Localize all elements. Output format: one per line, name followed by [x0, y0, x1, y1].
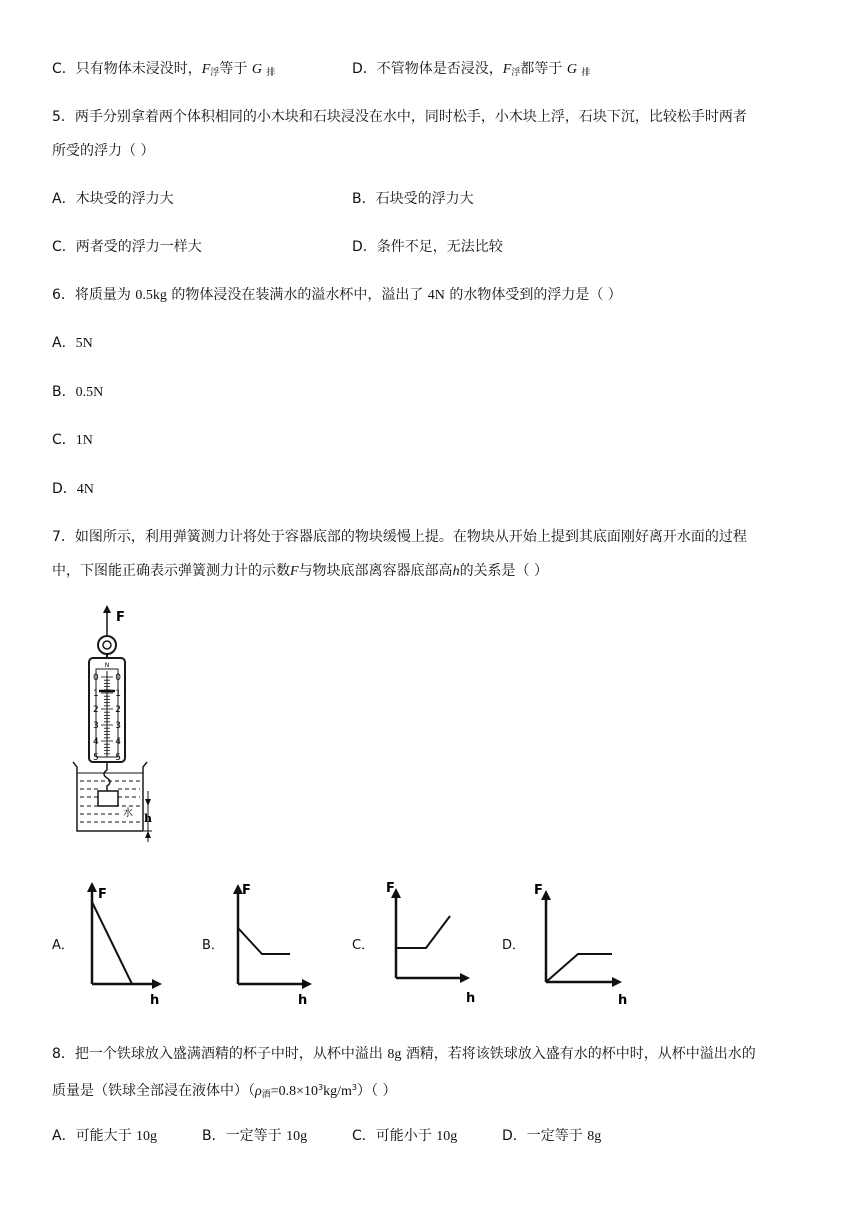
graph-b-curve	[238, 928, 290, 954]
q7-stem-part2: 与物块底部离容器底部高	[298, 563, 453, 579]
q8-rho-value: =0.8×10	[270, 1084, 319, 1099]
q8-option-b-label: B．一定等于	[202, 1128, 282, 1144]
q6-option-b-label: B．	[52, 384, 76, 400]
q8-option-b	[202, 1126, 307, 1147]
height-arrow-top	[145, 799, 151, 806]
scale-ring-inner	[103, 641, 111, 649]
q8-stem-part2: 酒精，若将该铁球放入盛有水的杯中时，从杯中溢出水的	[405, 1046, 756, 1062]
scale-tick-label-left-0: 0	[93, 673, 99, 683]
q6-option-d	[52, 479, 94, 500]
q4-option-d-g-sub: 排	[581, 68, 591, 78]
scale-tick-label-right-5: 5	[115, 753, 121, 763]
q4-option-d-f-sub: 浮	[511, 68, 521, 78]
q6-option-c-label: C．	[52, 432, 76, 448]
graph-b-x-label: h	[298, 993, 308, 1008]
q8-rho-unit-exponent: 3	[351, 1083, 358, 1092]
q7-stem-f: F	[290, 564, 299, 579]
q6-option-d-value: 4N	[76, 482, 94, 497]
graph-c-curve	[396, 916, 450, 948]
graph-b-y-label: F	[242, 883, 251, 898]
graph-c-label: C．	[352, 938, 375, 953]
q4-option-c-f: F	[201, 62, 211, 77]
q6-stem-part3: 的水物体受到的浮力是（ ）	[449, 287, 622, 303]
q6-option-c-value: 1N	[75, 433, 93, 448]
scale-hook	[104, 762, 110, 791]
water-label: 水	[123, 808, 133, 819]
graph-d-x-label: h	[618, 993, 628, 1008]
q6-option-b-value: 0.5N	[75, 385, 104, 400]
q4-option-d-g: G	[566, 62, 577, 77]
graph-a-y-label: F	[98, 887, 107, 902]
q4-option-c-g-sub: 排	[266, 68, 276, 78]
graph-b-label: B．	[202, 938, 224, 953]
graph-d-label: D．	[502, 938, 526, 953]
scale-tick-label-right-4: 4	[115, 737, 121, 747]
q6-overflow-value: 4N	[427, 288, 445, 303]
q8-rho-sub: 酒	[261, 1090, 271, 1100]
height-arrow-bottom	[145, 831, 151, 838]
q6-option-d-label: D．	[52, 481, 77, 497]
q5-option-c: C．两者受的浮力一样大	[52, 239, 202, 255]
spring-scale-figure	[70, 605, 170, 845]
q6-option-c	[52, 430, 93, 451]
graph-c-y-label: F	[386, 881, 395, 896]
q7-stem-h: h	[452, 564, 460, 579]
graph-c	[382, 878, 478, 1008]
q8-option-c	[352, 1126, 457, 1147]
q6-stem-part2: 的物体浸没在装满水的溢水杯中，溢出了	[171, 287, 424, 303]
block	[98, 791, 118, 806]
q8-option-a-value: 10g	[136, 1129, 158, 1144]
q6-option-a-value: 5N	[75, 336, 93, 351]
q6-option-a	[52, 333, 93, 354]
scale-tick-label-left-3: 3	[93, 721, 99, 731]
q8-rho-unit: kg/m	[323, 1084, 352, 1099]
scale-tick-label-left-2: 2	[93, 705, 99, 715]
q5-option-b: B．石块受的浮力大	[352, 191, 474, 207]
graph-d	[532, 880, 632, 1010]
q7-stem-line2	[52, 561, 548, 582]
graph-b-x-arrowhead	[302, 979, 312, 989]
q8-stem-line2	[52, 1078, 396, 1105]
q4-option-d-text: D．不管物体是否浸没，	[352, 61, 503, 77]
graph-a-label: A．	[52, 938, 74, 953]
q5-option-d: D．条件不足，无法比较	[352, 239, 503, 255]
graph-a-curve	[92, 902, 132, 984]
q8-stem-part3: 质量是（铁球全部浸在液体中）（	[52, 1083, 255, 1099]
q5-option-a: A．木块受的浮力大	[52, 191, 174, 207]
scale-tick-label-right-3: 3	[115, 721, 121, 731]
q7-stem-part1: 中，下图能正确表示弹簧测力计的示数	[52, 563, 290, 579]
q8-option-b-value: 10g	[286, 1129, 308, 1144]
graph-d-y-label: F	[534, 883, 543, 898]
q8-option-c-value: 10g	[436, 1129, 458, 1144]
q7-stem-part3: 的关系是（ ）	[459, 563, 549, 579]
scale-unit: N	[104, 662, 110, 669]
q4-option-d-mid: 都等于	[520, 61, 563, 77]
q5-stem-line1: 5．两手分别拿着两个体积相同的小木块和石块浸没在水中，同时松手，小木块上浮，石块下沉，比较松手时两者	[52, 109, 747, 125]
q8-option-d	[502, 1126, 601, 1147]
force-label: F	[116, 610, 125, 625]
q8-option-a-label: A．可能大于	[52, 1128, 132, 1144]
q6-stem-part1: 6．将质量为	[52, 287, 131, 303]
height-label: h	[144, 812, 152, 825]
q8-stem-part1: 8．把一个铁球放入盛满酒精的杯子中时，从杯中溢出	[52, 1046, 383, 1062]
scale-tick-label-right-2: 2	[115, 705, 121, 715]
q5-stem-line2: 所受的浮力（ ）	[52, 143, 155, 159]
q4-option-c-mid: 等于	[219, 61, 248, 77]
q4-option-c-f-sub: 浮	[210, 68, 220, 78]
q8-stem-part4: ）（ ）	[357, 1083, 397, 1099]
graph-a-y-arrowhead	[87, 882, 97, 892]
scale-tick-label-right-0: 0	[115, 673, 121, 683]
graph-c-x-label: h	[466, 991, 476, 1006]
q4-option-d-f: F	[502, 62, 512, 77]
q8-option-c-label: C．可能小于	[352, 1128, 432, 1144]
q4-option-d	[352, 59, 590, 83]
q8-rho-exponent: 3	[318, 1083, 324, 1092]
q8-stem-line1	[52, 1044, 756, 1065]
q4-option-c	[52, 59, 275, 83]
graph-a-x-arrowhead	[152, 979, 162, 989]
q6-option-a-label: A．	[52, 335, 76, 351]
scale-tick-label-left-4: 4	[93, 737, 99, 747]
q4-option-c-text: C．只有物体未浸没时，	[52, 61, 202, 77]
scale-tick-label-left-1: 1	[93, 689, 99, 699]
q7-stem-line1: 7．如图所示，利用弹簧测力计将处于容器底部的物块缓慢上提。在物块从开始上提到其底面刚好离开水面的过程	[52, 529, 747, 545]
q4-option-c-g: G	[251, 62, 262, 77]
q6-stem	[52, 285, 622, 306]
graph-b	[228, 882, 320, 1007]
q8-option-d-value: 8g	[587, 1129, 602, 1144]
scale-ring	[98, 636, 116, 654]
q6-option-b	[52, 382, 103, 403]
q8-alcohol-mass: 8g	[387, 1047, 402, 1062]
graph-c-x-arrowhead	[460, 973, 470, 983]
scale-tick-label-right-1: 1	[115, 689, 121, 699]
graph-d-curve	[546, 954, 612, 982]
graph-a-x-label: h	[150, 993, 160, 1008]
q8-option-a	[52, 1126, 157, 1147]
graph-d-x-arrowhead	[612, 977, 622, 987]
q6-mass-value: 0.5kg	[135, 288, 167, 303]
scale-tick-label-left-5: 5	[93, 753, 99, 763]
force-arrowhead	[103, 605, 111, 613]
graph-a	[82, 882, 172, 1007]
q8-option-d-label: D．一定等于	[502, 1128, 583, 1144]
q8-rho-symbol: ρ	[255, 1084, 262, 1099]
